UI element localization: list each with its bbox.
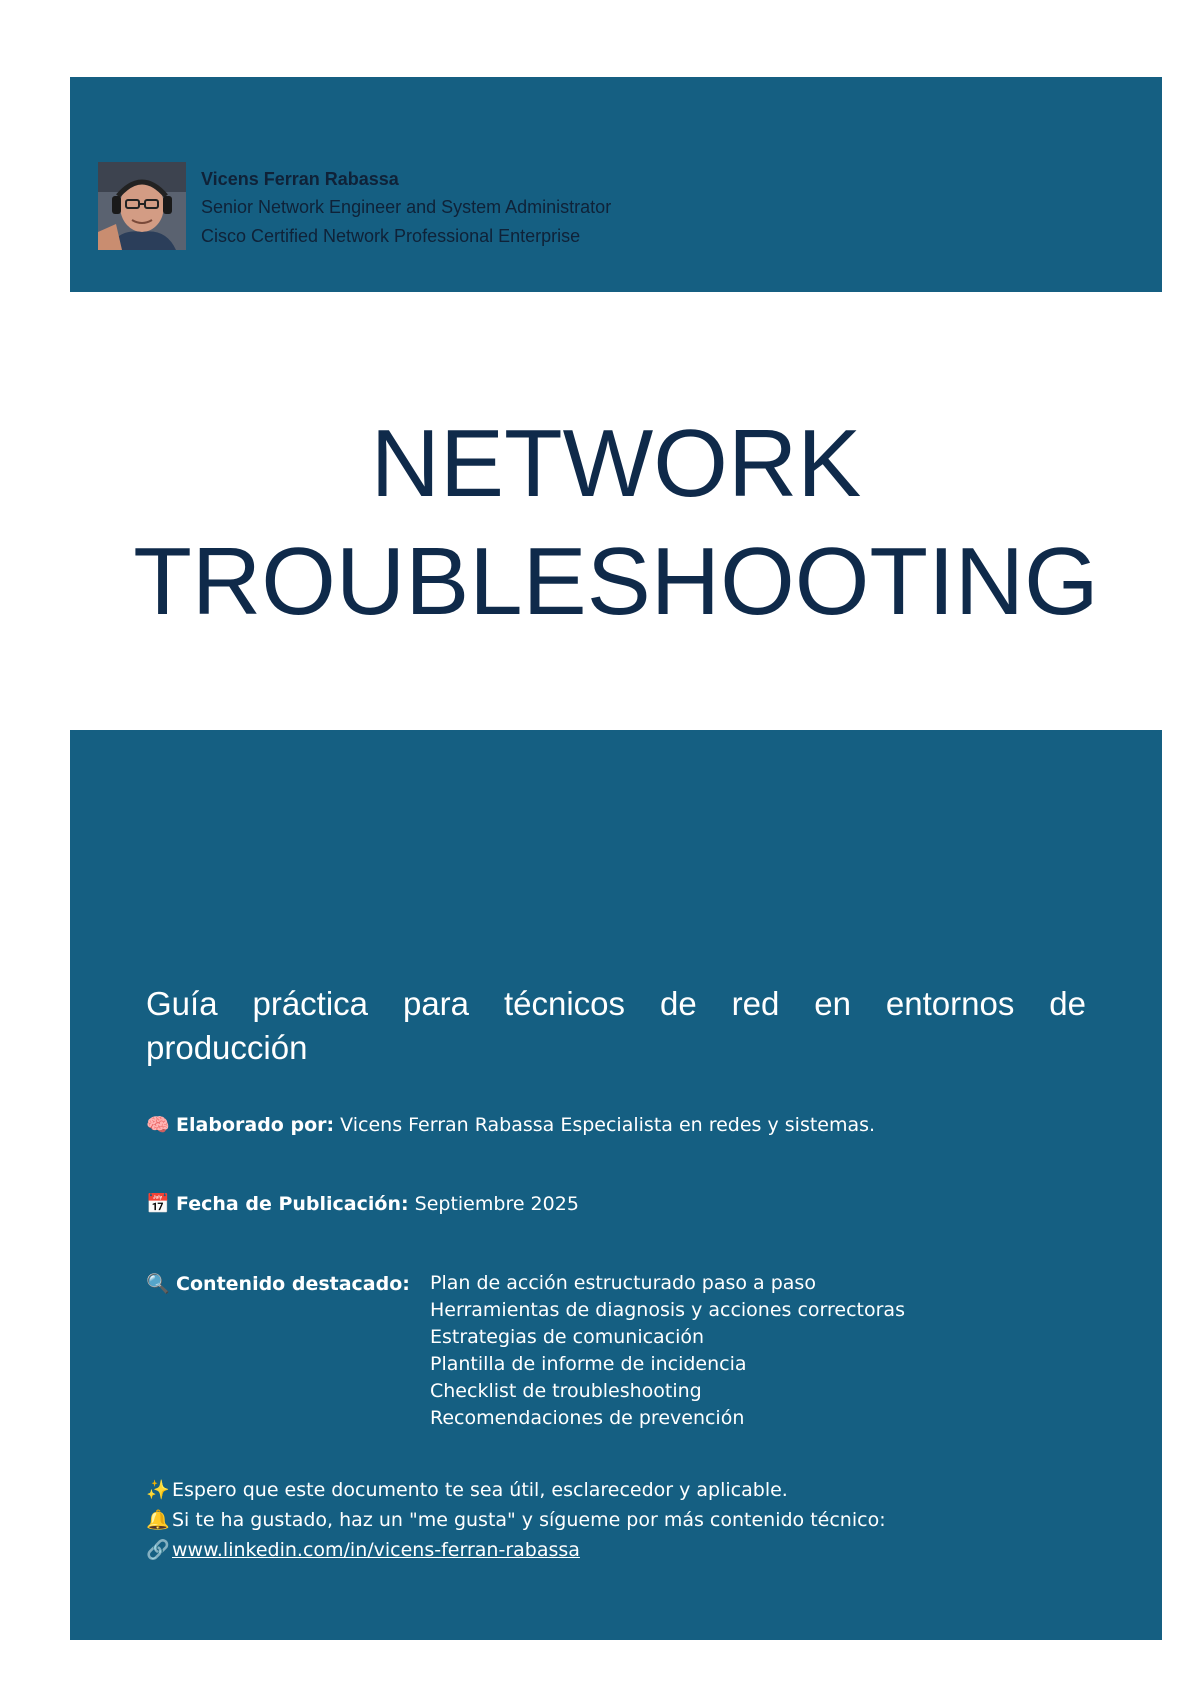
author-block — [201, 165, 611, 251]
author-label: Elaborado por: — [176, 1114, 335, 1136]
footer-message: Espero que este documento te sea útil, esclarecedor y aplicable. — [172, 1479, 788, 1501]
sparkles-icon: ✨ — [146, 1479, 170, 1501]
author-name: Vicens Ferran Rabassa — [201, 169, 399, 189]
avatar-portrait — [98, 162, 186, 250]
footer-lines — [146, 1475, 886, 1565]
subtitle: Guía práctica para técnicos de red en entornos de producción — [146, 985, 1086, 1066]
date-label: Fecha de Publicación: — [176, 1193, 409, 1215]
info-band — [70, 730, 1162, 1640]
list-item: Herramientas de diagnosis y acciones correctoras — [430, 1299, 905, 1321]
list-item: Plantilla de informe de incidencia — [430, 1353, 747, 1375]
title-line-1: NETWORK — [370, 410, 862, 517]
author-avatar — [98, 162, 186, 250]
list-item: Plan de acción estructurado paso a paso — [430, 1272, 816, 1294]
list-item: Estrategias de comunicación — [430, 1326, 705, 1348]
brain-icon: 🧠 — [146, 1114, 170, 1136]
date-value: Septiembre 2025 — [414, 1193, 579, 1215]
date-row — [146, 1190, 579, 1218]
author-row — [146, 1111, 875, 1139]
link-icon: 🔗 — [146, 1539, 170, 1561]
footer-line-2 — [146, 1505, 886, 1535]
magnifier-icon: 🔍 — [146, 1273, 170, 1295]
footer-line-1 — [146, 1475, 886, 1505]
bell-icon: 🔔 — [146, 1509, 170, 1531]
document-title — [0, 405, 1200, 641]
content-label: Contenido destacado: — [176, 1273, 410, 1295]
content-row — [146, 1270, 410, 1298]
title-line-2: TROUBLESHOOTING — [133, 528, 1099, 635]
footer-line-3 — [146, 1535, 886, 1565]
calendar-icon: 📅 — [146, 1193, 170, 1215]
header-band — [70, 77, 1162, 292]
footer-cta: Si te ha gustado, haz un "me gusta" y sígueme por más contenido técnico: — [172, 1509, 886, 1531]
author-value: Vicens Ferran Rabassa Especialista en redes y sistemas. — [340, 1114, 876, 1136]
author-role: Senior Network Engineer and System Administrator — [201, 197, 612, 217]
linkedin-link[interactable]: www.linkedin.com/in/vicens-ferran-rabassa — [172, 1539, 580, 1561]
list-item: Recomendaciones de prevención — [430, 1407, 745, 1429]
content-list — [430, 1270, 905, 1432]
author-certification: Cisco Certified Network Professional Enterprise — [201, 226, 581, 246]
list-item: Checklist de troubleshooting — [430, 1380, 702, 1402]
